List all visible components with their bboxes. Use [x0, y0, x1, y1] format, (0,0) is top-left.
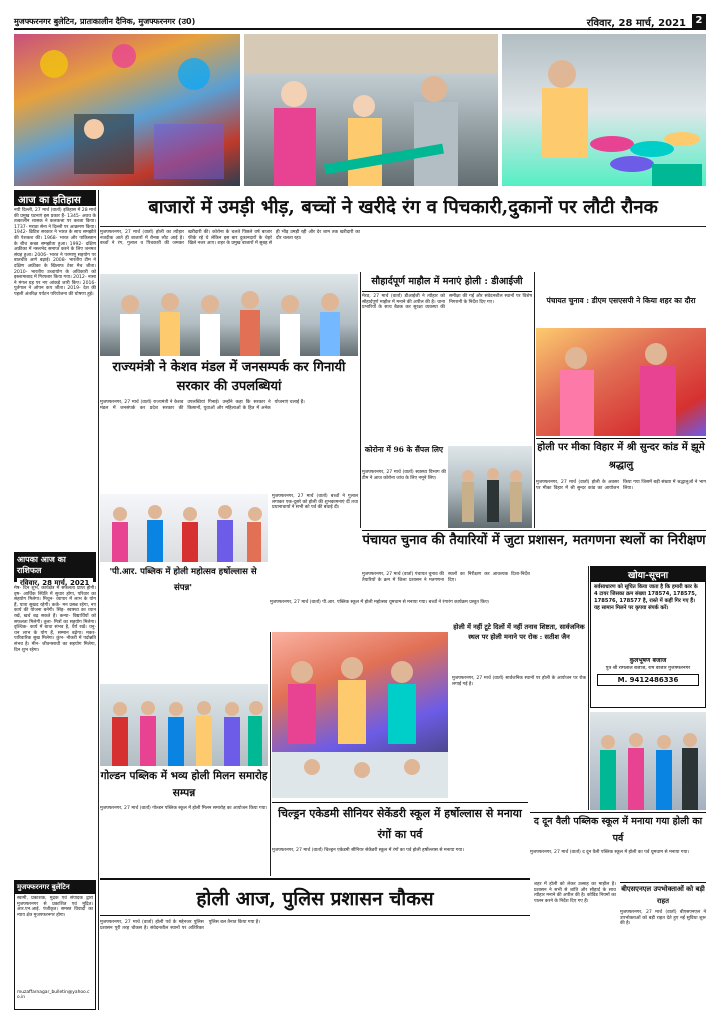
photo-shapes — [100, 684, 268, 766]
upbhokta-headline: बीएसएनएल उपभोक्ताओं को बड़ी राहत — [620, 882, 706, 908]
rajyamantri-headline: राज्यमंत्री ने केशव मंडल में जनसम्पर्क कर गिनायी सरकार की उपलब्धियां — [112, 360, 346, 394]
golden-text: मुजफ्फरनगर, 27 मार्च (वार्ता) गोल्डन पब्लिक स्कूल में होली मिलन समारोह का आयोजन किया गया। — [100, 806, 268, 811]
horoscope-date: रविवार, 28 मार्च, 2021 — [17, 578, 93, 589]
pr-public-text: मुजफ्फरनगर, 27 मार्च (वार्ता) पी.आर. पब्लिक स्कूल में होली महोत्सव धूमधाम से मनाया गया। बच्चों ने रंगारंग कार्यक्रम प्रस्तुत किए। — [270, 600, 490, 605]
column-divider — [360, 272, 361, 528]
khoya-mobile: M. 9412486336 — [597, 674, 699, 686]
photo-golden-public — [100, 684, 268, 766]
upbhokta-text: मुजफ्फरनगर, 27 मार्च (वार्ता) बीएसएनएल ने उपभोक्ताओं को बड़ी राहत देते हुए नई सुविधा शुरू की है। — [620, 910, 706, 927]
doon-text: मुजफ्फरनगर, 27 मार्च (वार्ता) द दून वैली पब्लिक स्कूल में होली का पर्व धूमधाम से मनाया गया। — [530, 850, 690, 855]
photo-shapes — [502, 34, 706, 186]
publisher-email[interactable]: muzaffarnagar_bulletin@yahoo.co.in — [17, 990, 90, 1000]
photo-shapes — [536, 328, 706, 436]
main-story-text: मुजफ्फरनगर, 27 मार्च (वार्ता) होली का त्यौहार नजदीक आते ही बाजारों में रौनक लौट आई है। बच्चों ने रंग, गुलाल व पिचकारी की जमकर खरीदारी की। कोरोना के चलते पिछले वर्ष बाजार फीके रहे थे लेकिन इस बार दुकानदारों के चेहरे खिले नजर आए। शहर के प्रमुख बाजारों में सुबह से ही भीड़ उमड़ी रही और देर शाम तक खरीदारी का दौर चलता रहा। — [100, 230, 360, 247]
corona-headline: कोरोना में 96 के सैंपल लिए — [364, 445, 444, 454]
column-divider — [98, 190, 99, 1010]
filler-text: शहर में होली को लेकर उत्साह का माहौल है। प्रशासन ने सभी से शांति और सौहार्द के साथ त्यौहार मनाने की अपील की है। कोविड नियमों का पालन करने के निर्देश दिए गए हैं। — [534, 882, 616, 904]
top-photo-market-left — [14, 34, 240, 186]
horoscope-header — [14, 552, 96, 587]
photo-police-inspection — [448, 446, 532, 528]
photo-pr-public — [100, 494, 268, 562]
masthead-paper-info: मुजफ्फरनगर बुलेटिन, प्रातःकालीन दैनिक, मुजफ्फरनगर (उ0) — [14, 17, 196, 26]
panchayat-headline: पंचायत चुनाव की तैयारियों में जुटा प्रशासन, मतगणना स्थलों का निरीक्षण — [362, 530, 706, 570]
holi-mika-text: मुजफ्फरनगर, 27 मार्च (वार्ता) होली के अवसर पर मीका विहार में श्री सुन्दर कांड का आयोजन किया गया जिसमें बड़ी संख्या में श्रद्धालुओं ने भाग लिया। — [536, 480, 706, 491]
corona-text: मुजफ्फरनगर, 27 मार्च (वार्ता) स्वास्थ्य विभाग की टीम ने आज कोरोना जांच के लिए नमूने लिए। — [362, 470, 446, 481]
publisher-box — [14, 880, 96, 1010]
shanti-text: मेरठ, 27 मार्च (वार्ता) डीआईजी ने त्यौहार को सौहार्दपूर्ण माहौल में मनाने की अपील की है। थाना प्रभारियों के साथ बैठक कर सुरक्षा व्यवस्था की समीक्षा की गई और संवेदनशील स्थानों पर विशेष निगरानी के निर्देश दिए गए। — [362, 294, 532, 311]
police-text: मुजफ्फरनगर, 27 मार्च (वार्ता) होली पर्व के मद्देनजर पुलिस प्रशासन पूरी तरह चौकस है। संवेदनशील स्थानों पर अतिरिक्त पुलिस बल तैनात किया गया है। — [100, 920, 260, 931]
photo-shapes — [100, 274, 358, 356]
ssp-headline: पंचायत चुनाव : डीएम एसएसपी ने किया शहर का दौरा — [546, 296, 696, 305]
holi-shanti-headline: होली में नहीं टूटे दिलों में नहीं तनाव शिष्टता, सार्वजनिक स्थल पर होली मनाने पर रोक : सतीश जैन — [453, 623, 585, 641]
history-title: आज का इतिहास — [14, 190, 96, 206]
page-number: 2 — [692, 14, 706, 28]
holi-mika-headline: होली पर मीका विहार में श्री सुन्दर कांड में झूमे श्रद्धालु — [536, 438, 706, 478]
photo-shapes — [244, 34, 498, 186]
photo-shapes — [272, 632, 448, 798]
divider — [100, 226, 706, 227]
photo-shapes — [448, 446, 532, 528]
publisher-text: स्वामी, प्रकाशक, मुद्रक एवं संपादक द्वारा मुजफ्फरनगर से प्रकाशित एवं मुद्रित। आर.एन.आई. पंजीकृत। समस्त विवादों का न्याय क्षेत्र मुजफ्फरनगर होगा। — [17, 896, 93, 918]
top-photo-colors — [502, 34, 706, 186]
children-headline: चिल्ड्रन एकेडमी सीनियर सेकेंडरी स्कूल में हर्षोल्लास से मनाया रंगों का पर्व — [272, 802, 528, 846]
khoya-box — [590, 566, 706, 708]
photo-doon-valley — [590, 712, 706, 810]
horoscope-title: आपका आज का राशिफल — [17, 555, 66, 575]
column-divider — [270, 632, 271, 876]
publisher-title: मुजफ्फरनगर बुलेटिन — [15, 881, 95, 894]
khoya-name: कुलभूषण बजाज — [629, 657, 667, 664]
pr-public-side-text: मुजफ्फरनगर, 27 मार्च (वार्ता) बच्चों ने गुलाल लगाकर एक-दूसरे को होली की शुभकामनाएं दीं तथा प्रधानाचार्या ने सभी को पर्व की बधाई दी। — [272, 494, 358, 511]
horoscope-text: मेष- दिन शुभ, कार्यक्षेत्र में सफलता प्राप्त होगी। वृष- आर्थिक स्थिति में सुधार होगा, परिवार का सहयोग मिलेगा। मिथुन- व्यापार में लाभ के योग हैं, यात्रा सुखद रहेगी। कर्क- मन प्रसन्न रहेगा, नए कार्य की योजना बनेगी। सिंह- स्वास्थ्य का ध्यान रखें, खर्च बढ़ सकते हैं। कन्या- विद्यार्थियों को सफलता मिलेगी। तुला- मित्रों का सहयोग मिलेगा। वृश्चिक- कार्य में बाधा संभव है, धैर्य रखें। धनु- धन लाभ के योग हैं, सम्मान बढ़ेगा। मकर- पारिवारिक सुख मिलेगा। कुंभ- नौकरी में पदोन्नति संभव है। मीन- जीवनसाथी का सहयोग मिलेगा, दिन शुभ रहेगा। — [14, 586, 96, 653]
history-text: नयी दिल्ली, 27 मार्च (वार्ता) इतिहास में 28 मार्च की प्रमुख घटनाएं इस प्रकार हैं- 1345- अवध के तत्कालीन शासक ने कलकत्ता पर कब्जा किया। 1737- मराठा सेना ने दिल्ली पर आक्रमण किया। 1942- ब्रिटिश सरकार ने भारत के साथ समझौते की पेशकश की। 1968- भारत और पाकिस्तान के बीच कच्छ समझौता हुआ। 1992- दक्षिण अफ्रीका में नस्लभेद समाप्त करने के लिए जनमत संग्रह हुआ। 2006- भारत ने परमाणु सहयोग पर बातचीत आगे बढ़ाई। 2008- भारतीय टीम ने दक्षिण अफ्रीका के खिलाफ टेस्ट मैच जीता। 2010- भारतीय उच्चायोग के अधिकारी को इस्लामाबाद में गिरफ्तार किया गया। 2012- नासा ने मंगल ग्रह पर नए आंकड़े जारी किए। 2016- पुर्तगाल ने ओपन कप जीता। 2019- देश की पहली अंतरिक्ष पर्यटन परियोजना की घोषणा हुई। — [14, 208, 96, 297]
photo-rajyamantri — [100, 274, 358, 356]
photo-shapes — [100, 494, 268, 562]
khoya-text: सर्वसाधारण को सूचित किया जाता है कि हमारी कार के 4 टायर जिसका क्रम संख्या 178574, 178575, 178576, 178577 है, रास्ते में कहीं गिर गए हैं। यह सामान मिलने पर कृपया संपर्क करें। — [594, 584, 698, 611]
masthead-date: रविवार, 28 मार्च, 2021 — [586, 18, 686, 29]
shanti-headline: सौहार्दपूर्ण माहौल में मनाएं होली : डीआईजी — [362, 272, 532, 292]
pr-public-headline: 'पी.आर. पब्लिक में होली महोत्सव हर्षोल्लास से संपन्न' — [109, 567, 257, 593]
photo-shapes — [14, 34, 240, 186]
top-photo-shoppers — [244, 34, 498, 186]
children-text: मुजफ्फरनगर, 27 मार्च (वार्ता) चिल्ड्रन एकेडमी सीनियर सेकेंडरी स्कूल में रंगों का पर्व होली हर्षोल्लास से मनाया गया। — [272, 848, 464, 853]
khoya-address: पुत्र श्री रामलाल बजाज, राम बाजार मुजफ्फरनगर — [605, 666, 691, 671]
column-divider — [534, 272, 535, 528]
police-headline: होली आज, पुलिस प्रशासन चौकस — [100, 878, 530, 916]
photo-sunderkand-women — [536, 328, 706, 436]
rajyamantri-text: मुजफ्फरनगर, 27 मार्च (वार्ता) राज्यमंत्री ने केशव मंडल में जनसंपर्क कर प्रदेश सरकार की उपलब्धियां गिनाई। उन्होंने कहा कि सरकार ने किसानों, युवाओं और महिलाओं के हित में अनेक योजनाएं चलाई हैं। — [100, 400, 305, 411]
photo-children-academy — [272, 632, 448, 798]
masthead — [14, 14, 706, 30]
main-headline: बाजारों में उमड़ी भीड़, बच्चों ने खरीदे रंग व पिचकारी,दुकानों पर लौटी रौनक — [148, 197, 658, 218]
holi-shanti-text: मुजफ्फरनगर, 27 मार्च (वार्ता) सार्वजनिक स्थानों पर होली के आयोजन पर रोक लगाई गई है। — [452, 676, 586, 687]
doon-headline: द दून वैली पब्लिक स्कूल में मनाया गया होली का पर्व — [530, 812, 706, 848]
column-divider — [588, 566, 589, 810]
photo-shapes — [590, 712, 706, 810]
khoya-title: खोया-सूचना — [591, 567, 705, 582]
golden-headline: गोल्डन पब्लिक में भव्य होली मिलन समारोह सम्पन्न — [100, 770, 268, 799]
panchayat-text: मुजफ्फरनगर, 27 मार्च (वार्ता) पंचायत चुनाव की तैयारियों के क्रम में जिला प्रशासन ने मतगणना स्थलों का निरीक्षण कर आवश्यक दिशा-निर्देश दिए। — [362, 572, 530, 583]
